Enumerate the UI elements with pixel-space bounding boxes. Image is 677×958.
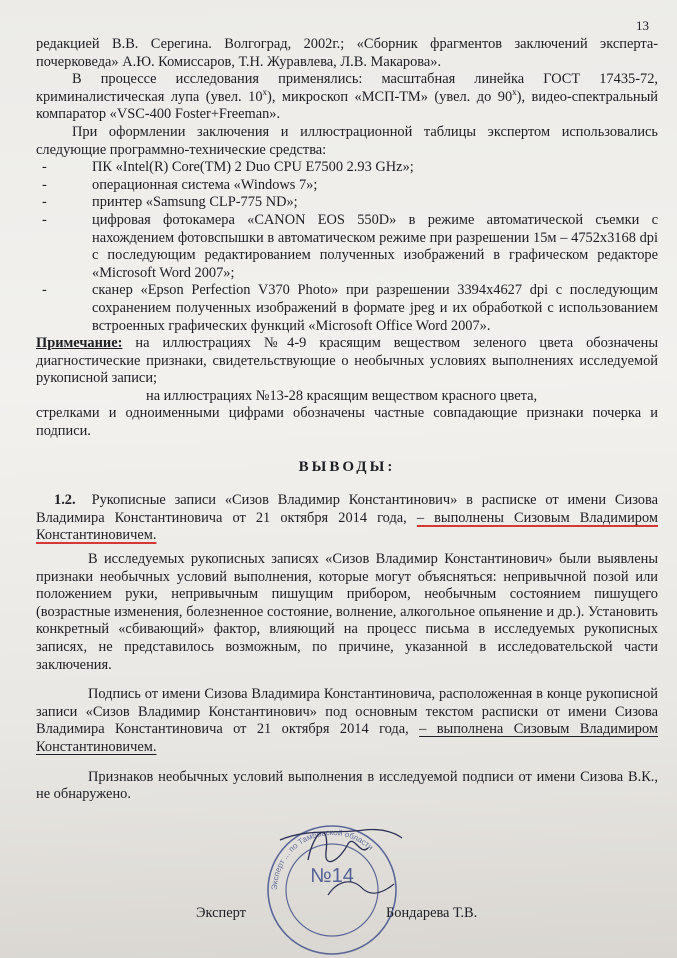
equipment-text-1: В процессе исследования применялись: масштабная линейка ГОСТ 17435-72, криминалистическая лупа (увел. 10 (36, 71, 658, 105)
list-item: - операционная система «Windows 7»; (36, 177, 658, 195)
expert-label: Эксперт (196, 905, 246, 921)
reference-paragraph: редакцией В.В. Серегина. Волгоград, 2002г.; «Сборник фрагментов заключений эксперта-почерковеда» А.Ю. Комиссаров, Т.Н. Журавлева, Л.В. Макарова». (36, 36, 658, 70)
note-paragraph (36, 335, 658, 388)
superscript-x: х (262, 86, 268, 97)
tools-list (36, 159, 658, 335)
conclusion-3-result: – выполнена Сизовым Владимиром Константиновичем. (36, 721, 659, 755)
equipment-paragraph (36, 71, 658, 124)
list-item: - сканер «Epson Perfection V370 Photo» при разрешении 3394х4627 dpi с последующим сохранением полученных изображений в формате jpeg и их обработкой с использованием встроенных графических функций «Microsoft Office Word 2007». (36, 282, 658, 335)
page-number: 13 (636, 18, 649, 33)
list-item: - принтер «Samsung CLP-775 ND»; (36, 194, 658, 212)
list-item: - ПК «Intel(R) Core(TM) 2 Duo CPU E7500 2.93 GHz»; (36, 159, 658, 177)
note-label: Примечание: (36, 335, 123, 352)
conclusion-3 (36, 686, 658, 756)
section-number: 1.2. (54, 492, 76, 509)
note-paragraph-2: на иллюстрациях №13-28 красящим веществом красного цвета, (146, 387, 538, 404)
document-body (36, 36, 658, 804)
conclusion-1-result: – выполнены Сизовым Владимиром Константиновичем. (36, 509, 659, 544)
conclusion-1 (36, 492, 658, 545)
equipment-text-2: ), микроскоп «МСП-ТМ» (увел. до 90 (267, 88, 513, 105)
equipment-text-3: ), видео-спектральный компаратор «VSC-400 Foster+Freeman». (36, 88, 659, 123)
stamp-number: №14 (310, 865, 354, 887)
superscript-x: х (512, 86, 517, 97)
conclusion-4: Признаков необычных условий выполнения в исследуемой подписи от имени Сизова В.К., не обнаружено. (36, 768, 658, 803)
note-text-1: на иллюстрациях №4-9 красящим веществом зеленого цвета обозначены диагностические признаки, свидетельствующие о необычных условиях выполнениях исследуемой рукописной записи; (36, 335, 658, 387)
conclusion-2: В исследуемых рукописных записях «Сизов Владимир Константинович» были выявлены признаки необычных условий выполнения, которые могут объясняться: непривычной позой или положением руки, непривычным пишущим прибором, необычным состоянием пишущего (возрастные изменения, болезненное состояние, волнение, алкогольное опьянение и др.). Установить конкретный «сбивающий» фактор, влияющий на процесс письма в исследуемых рукописных записях, не представилось возможным, по причине, указанной в исследовательской части заключения. (36, 551, 658, 673)
note-paragraph-3: стрелками и одноименными цифрами обозначены частные совпадающие признаки почерка и подписи. (36, 405, 658, 440)
software-intro: При оформлении заключения и иллюстрационной таблицы экспертом использовались следующие программно-технические средства: (36, 123, 658, 158)
conclusion-3-text: Подпись от имени Сизова Владимира Константиновича, расположенная в конце рукописной записи «Сизов Владимир Константинович» под основным текстом расписки от имени Сизова Владимира Константиновича от 21 октября 2014 года, (36, 686, 658, 738)
conclusion-1-text: Рукописные записи «Сизов Владимир Константинович» в расписке от имени Сизова Владимира Константиновича от 21 октября 2014 года, (36, 492, 658, 526)
expert-name: Бондарева Т.В. (386, 905, 478, 921)
list-item: - цифровая фотокамера «CANON EOS 550D» в режиме автоматической съемки с нахождением фотовспышки в автоматическом режиме при разрешении 15м – 4752х3168 dpi с последующим редактированием полученных изображений в графическом редакторе «Microsoft Word 2007»; (36, 212, 658, 282)
stamp-ring-text: Эксперт ... по Тамбовской области (269, 827, 376, 891)
conclusions-heading: ВЫВОДЫ: (298, 458, 396, 475)
